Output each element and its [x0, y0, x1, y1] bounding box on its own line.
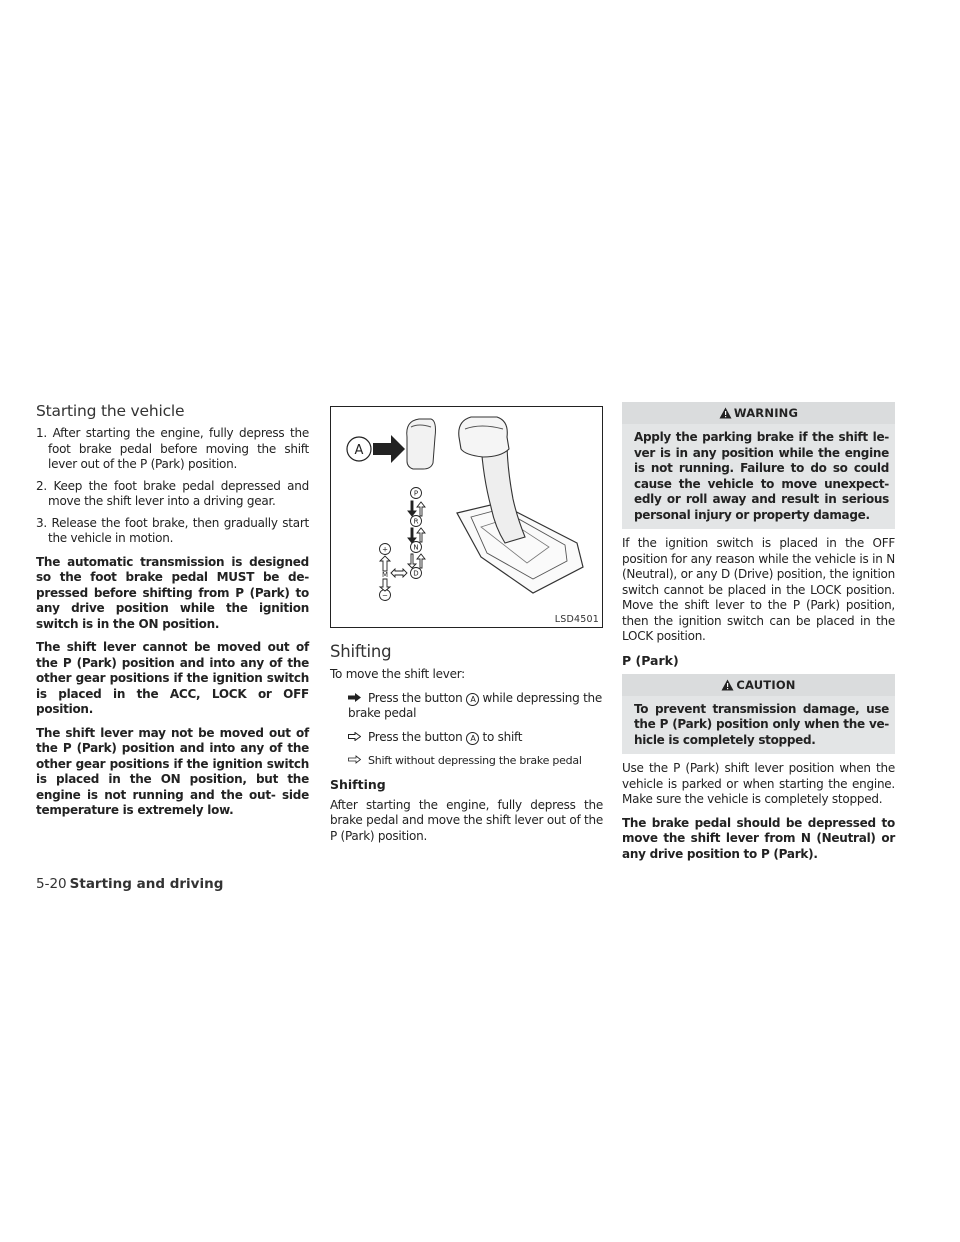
page-number: 5-20 [36, 876, 67, 892]
console-base [457, 503, 583, 593]
manual-plus-label: + [382, 545, 388, 554]
caution-icon [721, 679, 734, 691]
arrow-down-outline-icon [408, 554, 416, 568]
arrow-up-outline-icon [380, 556, 390, 571]
caution-header: CAUTION [622, 674, 895, 696]
step-item: 2. Keep the foot brake pedal depressed and move the shift lever into a driving gear. [36, 478, 309, 508]
ignition-paragraph: If the ignition switch is placed in the OFF position for any reason while the vehicle is in N (Neutral), or any D (Drive) position, the ignition switch cannot be placed in the LOCK position. Move the shift lever to the P (Park) position, then the ignition switch can be placed in the LOCK position. [622, 536, 895, 643]
warning-text: Apply the parking brake if the shift le- ver is in any position while the engine is not running. Failure to do so could cause the vehicle to move unexpect- edly or roll away and result in serious personal injury or property damage. [634, 430, 889, 522]
steps-list [36, 426, 309, 547]
shifting-paragraph: After starting the engine, fully depress the brake pedal and move the shift lever out of the P (Park) position. [330, 797, 603, 843]
callout-a-label: A [354, 443, 364, 458]
brake-note: The brake pedal should be depressed to move the shift lever from N (Neutral) or any drive position to P (Park). [622, 815, 895, 861]
thin-outline-arrow-icon [348, 755, 361, 764]
step-item: 1. After starting the engine, fully depress the foot brake pedal before moving the shift lever out of the P (Park) position. [36, 426, 309, 471]
arrow-up-outline-icon [417, 528, 425, 542]
warning-icon [719, 407, 732, 419]
section-title-shifting: Shifting [330, 642, 392, 661]
legend-row-grey: Press the button A to shift [330, 730, 603, 746]
note-paragraph: The automatic transmission is designed so the foot brake pedal MUST be de- pressed before shifting from P (Park) to any drive position while the ignition switch is in the ON position. [36, 554, 309, 631]
gear-p-label: P [413, 489, 419, 498]
arrow-down-outline-icon [380, 579, 390, 591]
lever-knob [459, 417, 509, 457]
park-paragraph: Use the P (Park) shift lever position when the vehicle is parked or when starting the engine. Make sure the vehicle is completely stopped. [622, 761, 895, 806]
warning-box [622, 402, 895, 529]
warning-header: WARNING [622, 402, 895, 424]
shift-lever-drawing [331, 407, 602, 627]
gear-d-label: D [413, 569, 419, 578]
caution-box [622, 674, 895, 755]
arrow-down-icon [408, 501, 416, 516]
gear-n-label: N [413, 543, 419, 552]
column-left [36, 402, 309, 827]
column-middle [330, 402, 603, 852]
outline-arrow-icon [348, 732, 361, 741]
gear-r-label: R [413, 517, 419, 526]
legend-row-solid: Press the button A while depressing the brake pedal [348, 690, 603, 720]
section-name: Starting and driving [69, 876, 224, 892]
page-footer [36, 876, 223, 892]
arrow-up-outline-icon [417, 554, 425, 568]
manual-m-label: M [381, 571, 389, 579]
legend-row-outline: Shift without depressing the brake pedal [330, 753, 603, 769]
shift-intro: To move the shift lever: [330, 667, 465, 681]
button-a-badge: A [466, 693, 479, 706]
note-paragraph: The shift lever cannot be moved out of the P (Park) position and into any of the other gear positions if the ignition switch is placed in the ACC, LOCK or OFF position. [36, 640, 309, 716]
solid-arrow-icon [348, 693, 361, 702]
arrow-down-icon [408, 528, 416, 543]
shift-lever-illustration [330, 406, 603, 628]
column-right [622, 402, 895, 870]
press-arrow-icon [373, 435, 405, 463]
park-heading: P (Park) [622, 652, 679, 668]
button-a-badge: A [466, 732, 479, 745]
note-paragraph: The shift lever may not be moved out of the P (Park) position and into any of the other gear positions if the ignition switch is placed in the ON position, but the engine is not running and the out- side temperature is extremely low. [36, 725, 309, 817]
arrow-left-right-icon [391, 569, 407, 577]
section-title-starting: Starting the vehicle [36, 402, 185, 420]
sub-heading-shifting: Shifting [330, 776, 386, 792]
figure-id: LSD4501 [554, 614, 599, 625]
arrow-up-outline-icon [417, 502, 425, 516]
manual-minus-label: − [382, 591, 388, 600]
step-item: 3. Release the foot brake, then gradually start the vehicle in motion. [36, 515, 309, 545]
caution-text: To prevent transmission damage, use the P (Park) position only when the ve- hicle is completely stopped. [634, 701, 889, 747]
